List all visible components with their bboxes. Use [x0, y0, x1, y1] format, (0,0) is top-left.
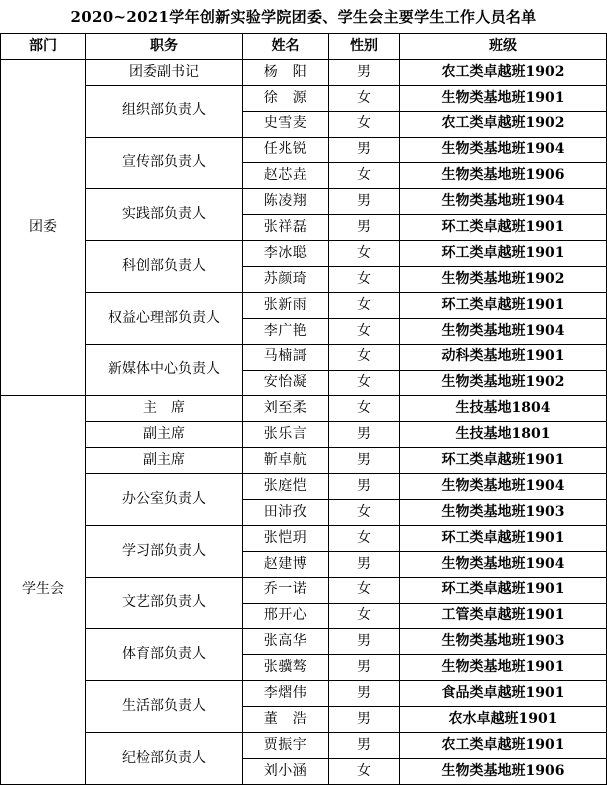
gender-cell: 女: [329, 758, 400, 784]
gender-cell: 男: [329, 189, 400, 215]
position-cell: 实践部负责人: [86, 189, 243, 241]
gender-cell: 女: [329, 292, 400, 318]
header-name: 姓名: [243, 34, 329, 60]
name-cell: 董 浩: [243, 707, 329, 733]
department-cell: 学生会: [1, 396, 86, 784]
class-cell: 生物类基地班1906: [400, 758, 607, 784]
name-cell: 赵芯垚: [243, 163, 329, 189]
name-cell: 李熠伟: [243, 681, 329, 707]
name-cell: 任兆锐: [243, 137, 329, 163]
name-cell: 邢开心: [243, 603, 329, 629]
position-cell: 副主席: [86, 422, 243, 448]
class-cell: 环工类卓越班1901: [400, 292, 607, 318]
gender-cell: 男: [329, 137, 400, 163]
table-row: [1, 422, 607, 448]
gender-cell: 男: [329, 733, 400, 759]
class-cell: 生物类基地班1901: [400, 85, 607, 111]
gender-cell: 女: [329, 603, 400, 629]
class-cell: 动科类基地班1901: [400, 344, 607, 370]
position-cell: 学习部负责人: [86, 525, 243, 577]
gender-cell: 女: [329, 318, 400, 344]
document-title: 2020~2021学年创新实验学院团委、学生会主要学生工作人员名单: [70, 8, 537, 26]
position-cell: 纪检部负责人: [86, 733, 243, 785]
class-cell: 生物类基地班1904: [400, 551, 607, 577]
gender-cell: 女: [329, 163, 400, 189]
gender-cell: 男: [329, 422, 400, 448]
gender-cell: 女: [329, 500, 400, 526]
table-row: [1, 137, 607, 163]
name-cell: 张高华: [243, 629, 329, 655]
name-cell: 刘至柔: [243, 396, 329, 422]
gender-cell: 男: [329, 655, 400, 681]
department-cell: 团委: [1, 59, 86, 396]
name-cell: 马楠謌: [243, 344, 329, 370]
position-cell: 宣传部负责人: [86, 137, 243, 189]
class-cell: 生技基地1801: [400, 422, 607, 448]
name-cell: 赵建博: [243, 551, 329, 577]
name-cell: 徐 源: [243, 85, 329, 111]
gender-cell: 男: [329, 707, 400, 733]
class-cell: 生物类基地班1903: [400, 500, 607, 526]
gender-cell: 女: [329, 344, 400, 370]
position-cell: 新媒体中心负责人: [86, 344, 243, 396]
class-cell: 工管类卓越班1901: [400, 603, 607, 629]
name-cell: 张乐言: [243, 422, 329, 448]
gender-cell: 男: [329, 551, 400, 577]
class-cell: 生物类基地班1903: [400, 629, 607, 655]
name-cell: 安怡凝: [243, 370, 329, 396]
name-cell: 贾振宇: [243, 733, 329, 759]
class-cell: 生物类基地班1904: [400, 474, 607, 500]
table-row: [1, 396, 607, 422]
gender-cell: 女: [329, 525, 400, 551]
table-row: [1, 189, 607, 215]
name-cell: 陈凌翔: [243, 189, 329, 215]
gender-cell: 男: [329, 215, 400, 241]
name-cell: 张庭恺: [243, 474, 329, 500]
name-cell: 张新雨: [243, 292, 329, 318]
class-cell: 环工类卓越班1901: [400, 525, 607, 551]
name-cell: 杨 阳: [243, 59, 329, 85]
position-cell: 生活部负责人: [86, 681, 243, 733]
name-cell: 张骥骜: [243, 655, 329, 681]
name-cell: 刘小涵: [243, 758, 329, 784]
class-cell: 农水卓越班1901: [400, 707, 607, 733]
class-cell: 农工类卓越班1901: [400, 733, 607, 759]
name-cell: 李冰聪: [243, 241, 329, 267]
name-cell: 李广艳: [243, 318, 329, 344]
gender-cell: 女: [329, 396, 400, 422]
gender-cell: 男: [329, 474, 400, 500]
class-cell: 环工类卓越班1901: [400, 241, 607, 267]
table-row: [1, 681, 607, 707]
header-class: 班级: [400, 34, 607, 60]
class-cell: 农工类卓越班1902: [400, 111, 607, 137]
gender-cell: 男: [329, 681, 400, 707]
table-row: [1, 474, 607, 500]
class-cell: 生物类基地班1906: [400, 163, 607, 189]
name-cell: 田沛孜: [243, 500, 329, 526]
class-cell: 生物类基地班1904: [400, 189, 607, 215]
position-cell: 权益心理部负责人: [86, 292, 243, 344]
gender-cell: 女: [329, 241, 400, 267]
header-department: 部门: [1, 34, 86, 60]
name-cell: 张祥磊: [243, 215, 329, 241]
table-row: [1, 241, 607, 267]
class-cell: 生物类基地班1902: [400, 370, 607, 396]
name-cell: 张恺玥: [243, 525, 329, 551]
position-cell: 办公室负责人: [86, 474, 243, 526]
gender-cell: 女: [329, 370, 400, 396]
table-row: [1, 59, 607, 85]
gender-cell: 男: [329, 59, 400, 85]
name-cell: 苏颜琦: [243, 267, 329, 293]
gender-cell: 女: [329, 111, 400, 137]
name-cell: 乔一诺: [243, 577, 329, 603]
header-position: 职务: [86, 34, 243, 60]
gender-cell: 女: [329, 85, 400, 111]
table-header-row: [1, 34, 607, 60]
class-cell: 生技基地1804: [400, 396, 607, 422]
gender-cell: 女: [329, 577, 400, 603]
table-row: [1, 344, 607, 370]
name-cell: 史雪麦: [243, 111, 329, 137]
table-row: [1, 525, 607, 551]
class-cell: 生物类基地班1904: [400, 318, 607, 344]
position-cell: 体育部负责人: [86, 629, 243, 681]
position-cell: 组织部负责人: [86, 85, 243, 137]
gender-cell: 男: [329, 448, 400, 474]
gender-cell: 男: [329, 629, 400, 655]
table-row: [1, 733, 607, 759]
table-row: [1, 577, 607, 603]
class-cell: 环工类卓越班1901: [400, 577, 607, 603]
position-cell: 文艺部负责人: [86, 577, 243, 629]
name-cell: 靳卓航: [243, 448, 329, 474]
position-cell: 副主席: [86, 448, 243, 474]
table-row: [1, 448, 607, 474]
position-cell: 团委副书记: [86, 59, 243, 85]
position-cell: 科创部负责人: [86, 241, 243, 293]
gender-cell: 女: [329, 267, 400, 293]
class-cell: 食品类卓越班1901: [400, 681, 607, 707]
class-cell: 农工类卓越班1902: [400, 59, 607, 85]
class-cell: 生物类基地班1904: [400, 137, 607, 163]
table-row: [1, 292, 607, 318]
header-gender: 性别: [329, 34, 400, 60]
class-cell: 环工类卓越班1901: [400, 215, 607, 241]
table-row: [1, 85, 607, 111]
class-cell: 生物类基地班1902: [400, 267, 607, 293]
table-row: [1, 629, 607, 655]
position-cell: 主 席: [86, 396, 243, 422]
class-cell: 环工类卓越班1901: [400, 448, 607, 474]
roster-table: [0, 33, 607, 785]
class-cell: 生物类基地班1901: [400, 655, 607, 681]
